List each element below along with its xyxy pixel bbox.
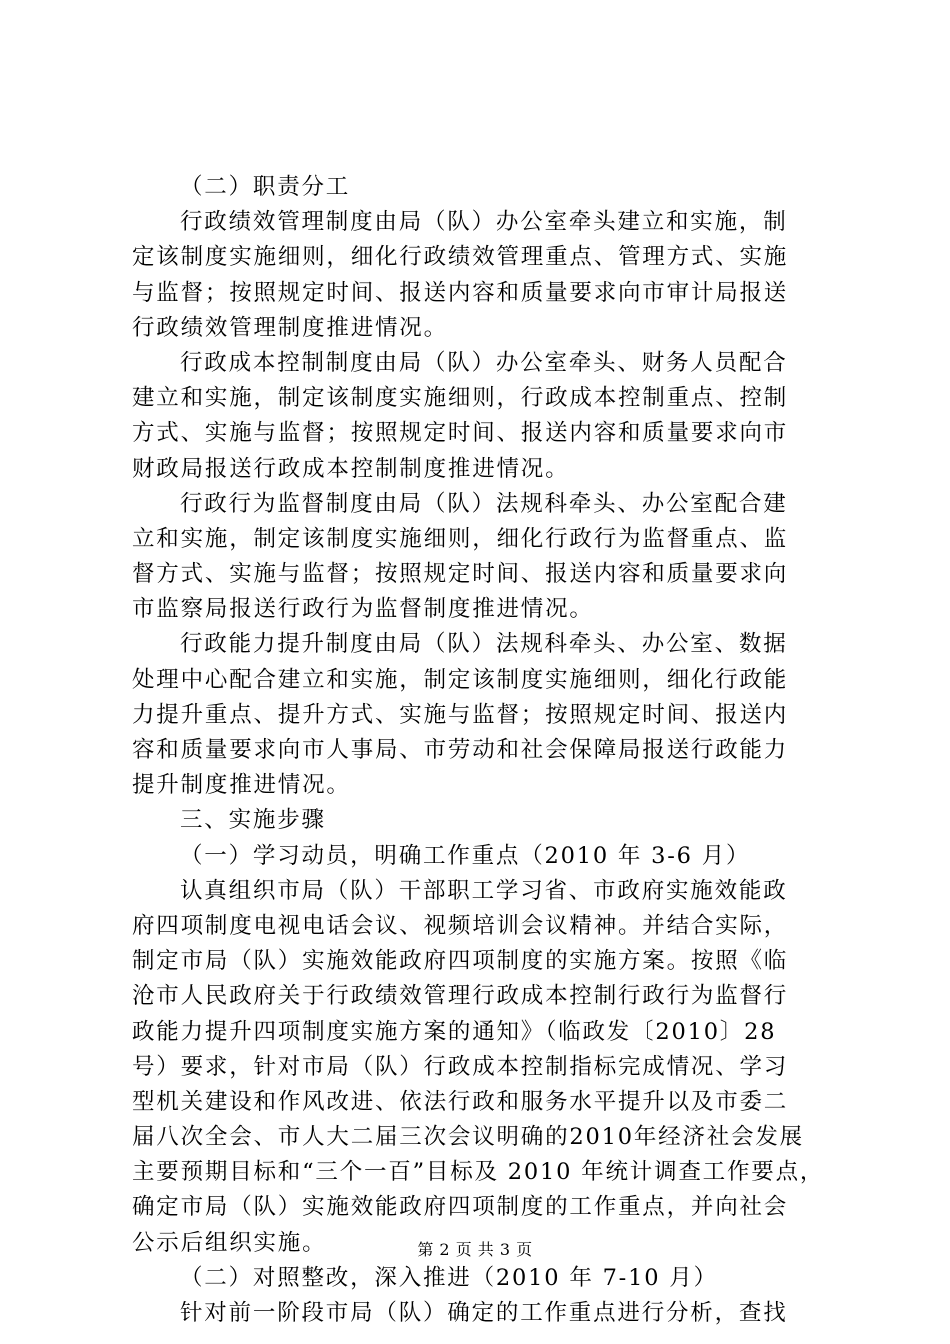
text-line: 容和质量要求向市人事局、市劳动和社会保障局报送行政能力 <box>132 737 789 763</box>
text-line: 财政局报送行政成本控制制度推进情况。 <box>132 455 570 482</box>
text-line: 建立和实施，制定该制度实施细则，行政成本控制重点、控制 <box>132 385 789 412</box>
text-line: 处理中心配合建立和实施，制定该制度实施细则，细化行政能 <box>132 666 789 693</box>
text-line: 与监督；按照规定时间、报送内容和质量要求向市审计局报送 <box>132 279 789 306</box>
text-line: 针对前一阶段市局（队）确定的工作重点进行分析，查找 <box>180 1300 788 1326</box>
text-line: 市监察局报送行政行为监督制度推进情况。 <box>132 596 594 623</box>
text-line: 确定市局（队）实施效能政府四项制度的工作重点，并向社会 <box>132 1194 789 1221</box>
text-line: 政能力提升四项制度实施方案的通知》（临政发〔2010〕28 <box>132 1018 777 1045</box>
text-line: 三、实施步骤 <box>180 807 326 834</box>
text-line: 行政成本控制制度由局（队）办公室牵头、财务人员配合 <box>180 349 788 376</box>
text-line: 提升制度推进情况。 <box>132 772 351 799</box>
page-footer: 第 2 页 共 3 页 <box>417 1240 533 1259</box>
text-line: 方式、实施与监督；按照规定时间、报送内容和质量要求向市 <box>132 420 789 447</box>
text-line: （一）学习动员，明确工作重点（2010 年 3-6 月） <box>180 842 751 869</box>
text-line: 制定市局（队）实施效能政府四项制度的实施方案。按照《临 <box>132 948 789 975</box>
text-line: 行政绩效管理制度由局（队）办公室牵头建立和实施，制 <box>180 209 788 236</box>
text-line: 型机关建设和作风改进、依法行政和服务水平提升以及市委二 <box>132 1088 789 1115</box>
text-line: 定该制度实施细则，细化行政绩效管理重点、管理方式、实施 <box>132 244 789 271</box>
text-line: 行政行为监督制度由局（队）法规科牵头、办公室配合建 <box>180 490 788 517</box>
text-line: 届八次全会、市人大二届三次会议明确的2010年经济社会发展 <box>132 1124 804 1151</box>
text-line: 主要预期目标和“三个一百”目标及 2010 年统计调查工作要点， <box>132 1159 825 1186</box>
text-line: （二）对照整改，深入推进（2010 年 7-10 月） <box>180 1264 718 1291</box>
text-line: 督方式、实施与监督；按照规定时间、报送内容和质量要求向 <box>132 561 789 588</box>
text-line: 号）要求，针对市局（队）行政成本控制指标完成情况、学习 <box>132 1053 789 1080</box>
text-line: 立和实施，制定该制度实施细则，细化行政行为监督重点、监 <box>132 525 789 552</box>
text-line: 行政能力提升制度由局（队）法规科牵头、办公室、数据 <box>180 631 788 658</box>
text-line: 力提升重点、提升方式、实施与监督；按照规定时间、报送内 <box>132 701 789 728</box>
text-line: 公示后组织实施。 <box>132 1229 327 1256</box>
text-line: （二）职责分工 <box>180 174 351 200</box>
text-line: 行政绩效管理制度推进情况。 <box>132 314 448 341</box>
body-text <box>132 170 832 1331</box>
text-line: 沧市人民政府关于行政绩效管理行政成本控制行政行为监督行 <box>132 983 789 1010</box>
text-line: 认真组织市局（队）干部职工学习省、市政府实施效能政 <box>180 877 788 904</box>
text-line: 府四项制度电视电话会议、视频培训会议精神。并结合实际， <box>132 912 789 939</box>
